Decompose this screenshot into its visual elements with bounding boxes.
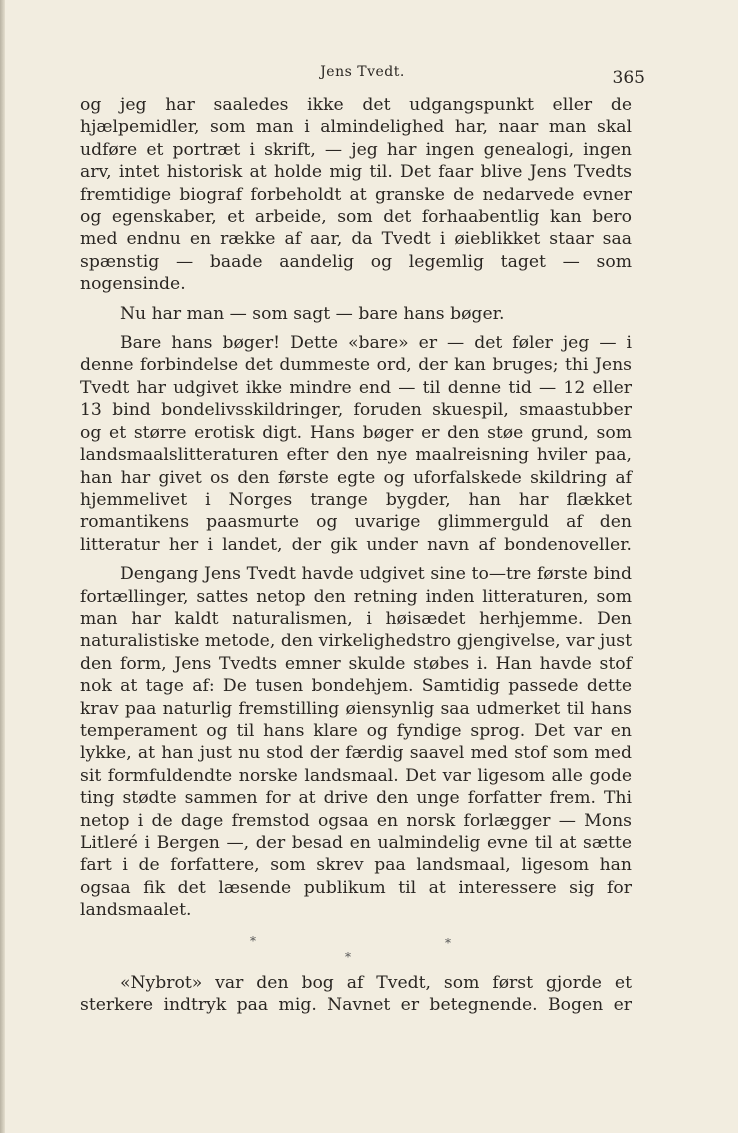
- page-number: 365: [612, 68, 645, 88]
- separator-asterisk: *: [445, 935, 451, 950]
- separator-asterisk: *: [250, 933, 256, 948]
- paragraph-1: og jeg har saaledes ikke det udgangspunkt eller de hjælpemidler, som man i almindelighed har, naar man skal udføre et portræt i skrift, — jeg har ingen genealogi, ingen arv, intet historisk at holde mig til. Det faar blive Jens Tvedts fremtidige biograf forbeholdt at granske de nedarvede evner og egenskaber, et arbeide, som det forhaabentlig kan bero med endnu en række af aar, da Tvedt i øieblikket staar saa spænstig — baade aandelig og legemlig taget — som nogensinde.: [80, 95, 632, 295]
- closing-paragraph: «Nybrot» var den bog af Tvedt, som først gjorde et sterkere indtryk paa mig. Navnet er betegnende. Bogen er: [80, 972, 632, 1016]
- paragraph-3: Bare hans bøger! Dette «bare» er — det føler jeg — i denne forbindelse det dummeste ord, der kan bruges; thi Jens Tvedt har udgivet ikke mindre end — til denne tid — 12 eller 13 bind bondelivsskildringer, foruden skuespil, smaastubber og et større erotisk digt. Hans bøger er den støe grund, som landsmaalslitteraturen efter den nye maalreisning hviler paa, han har givet os den første egte og uforfalskede skildring af hjemmelivet i Norges trange bygder, han har flækket romantikens paasmurte og uvarige glimmerguld af den litteratur her i landet, der gik under navn af bondenoveller.: [80, 333, 632, 555]
- running-head: [80, 62, 645, 86]
- body-text: [80, 94, 632, 1023]
- section-separator: [80, 930, 632, 968]
- paragraph-4: Dengang Jens Tvedt havde udgivet sine to—tre første bind fortællinger, sattes netop den retning inden litteraturen, som man har kaldt naturalismen, i høisædet herhjemme. Den naturalistiske metode, den virkelighedstro gjengivelse, var just den form, Jens Tvedts emner skulde støbes i. Han havde stof nok at tage af: De tusen bondehjem. Samtidig passede dette krav paa naturlig fremstilling øiensynlig saa udmerket til hans temperament og til hans klare og fyndige sprog. Det var en lykke, at han just nu stod der færdig saavel med stof som med sit formfuldendte norske landsmaal. Det var ligesom alle gode ting stødte sammen for at drive den unge forfatter frem. Thi netop i de dage fremstod ogsaa en norsk forlægger — Mons Litleré i Bergen —, der besad en ualmindelig evne til at sætte fart i de forfattere, som skrev paa landsmaal, ligesom han ogsaa fik det læsende publikum til at interessere sig for landsmaalet.: [80, 564, 632, 921]
- separator-asterisk: *: [345, 949, 351, 964]
- page-edge: [0, 0, 5, 1133]
- paragraph-2: Nu har man — som sagt — bare hans bøger.: [120, 303, 505, 324]
- running-title: Jens Tvedt.: [320, 64, 405, 80]
